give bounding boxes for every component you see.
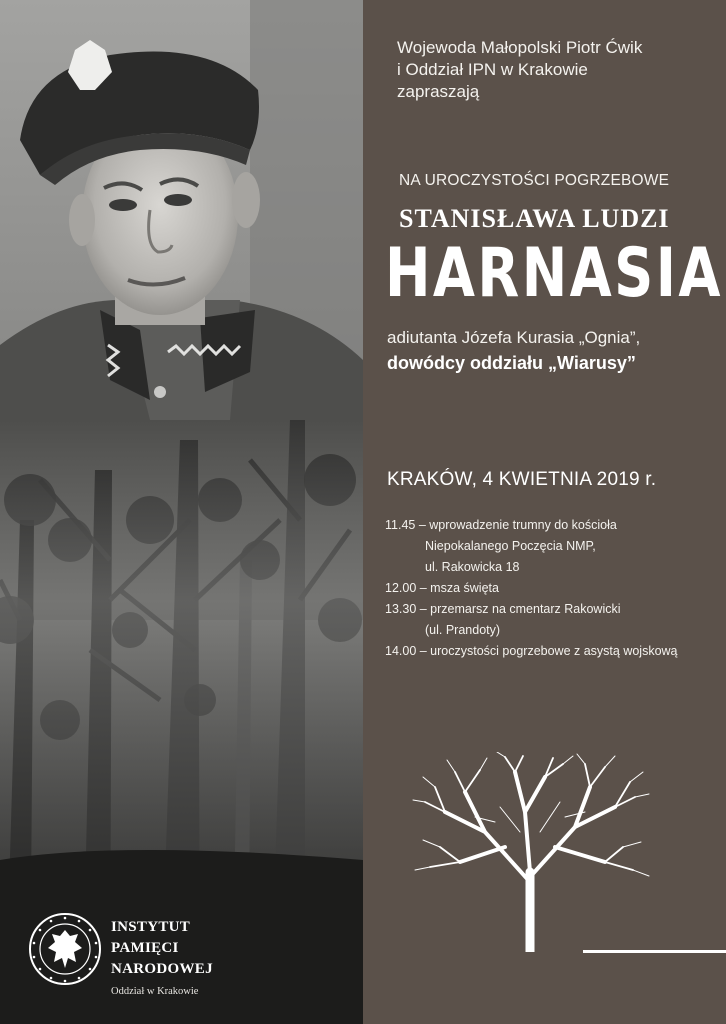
invitation-line-2: i Oddział IPN w Krakowie — [397, 60, 588, 79]
program-item-4: 14.00 – uroczystości pogrzebowe z asystą wojskową — [385, 644, 678, 658]
program-item-1-cont-2: ul. Rakowicka 18 — [425, 560, 520, 574]
program-item-1: 11.45 – wprowadzenie trumny do kościoła — [385, 518, 617, 532]
logo-line-3: NARODOWEJ — [111, 961, 213, 977]
adjutant-line: adiutanta Józefa Kurasia „Ognia”, — [387, 328, 641, 347]
name-line-1: STANISŁAWA LUDZI — [399, 204, 670, 233]
eagle-seal-icon — [28, 912, 102, 986]
tree-icon — [405, 752, 655, 952]
ceremony-label: NA UROCZYSTOŚCI POGRZEBOWE — [399, 172, 670, 189]
ground-line — [583, 950, 726, 953]
ipn-logo — [28, 912, 238, 1002]
logo-subtitle: Oddział w Krakowie — [111, 986, 199, 997]
invitation-line-1: Wojewoda Małopolski Piotr Ćwik — [397, 38, 643, 57]
commander-line: dowódcy oddziału „Wiarusy” — [387, 353, 636, 373]
logo-line-2: PAMIĘCI — [111, 940, 179, 956]
name-line-2: HARNASIA — [385, 234, 723, 313]
date-line: KRAKÓW, 4 KWIETNIA 2019 r. — [387, 469, 657, 490]
program-item-3-cont-1: (ul. Prandoty) — [425, 623, 501, 637]
invitation-line-3: zapraszają — [397, 82, 480, 101]
program-item-3: 13.30 – przemarsz na cmentarz Rakowicki — [385, 602, 621, 616]
program-item-2: 12.00 – msza święta — [385, 581, 499, 595]
text-panel — [363, 0, 726, 1024]
program-item-1-cont-1: Niepokalanego Poczęcia NMP, — [425, 539, 596, 553]
logo-line-1: INSTYTUT — [111, 919, 191, 935]
